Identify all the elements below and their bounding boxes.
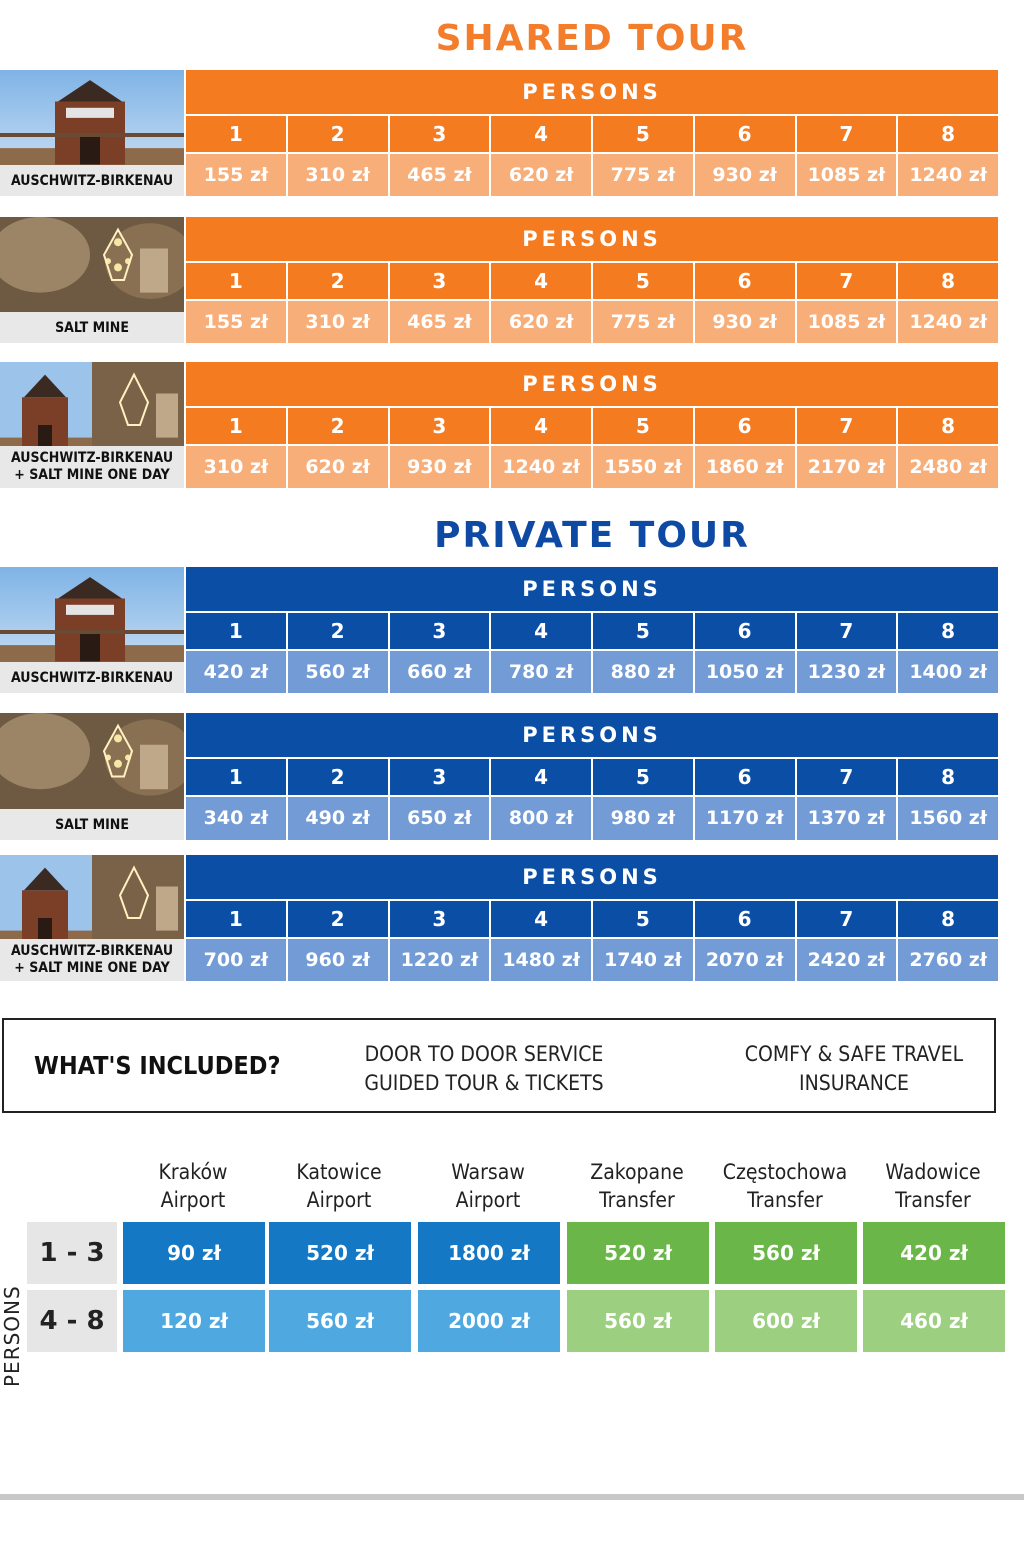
persons-count-cell: 7 bbox=[795, 408, 897, 444]
price-cell: 1560 zł bbox=[896, 797, 998, 840]
price-cell: 560 zł bbox=[286, 651, 388, 693]
persons-count-cell: 8 bbox=[896, 759, 998, 795]
price-cell: 1860 zł bbox=[693, 446, 795, 488]
tour-name bbox=[0, 446, 184, 488]
price-cell: 1170 zł bbox=[693, 797, 795, 840]
price-cell: 155 zł bbox=[203, 311, 269, 333]
persons-count-cell: 4 bbox=[489, 116, 591, 152]
auschwitz-gate-photo bbox=[0, 70, 184, 196]
persons-count-cell: 1 bbox=[228, 907, 243, 931]
persons-count-cell: 4 bbox=[489, 263, 591, 299]
price-table bbox=[186, 713, 998, 840]
transfer-destination-header bbox=[418, 1158, 558, 1214]
persons-count-cell: 7 bbox=[795, 901, 897, 937]
combined-photo bbox=[0, 855, 184, 981]
price-row bbox=[186, 446, 998, 488]
private-tour-2 bbox=[0, 713, 1000, 840]
combined-photo bbox=[0, 362, 184, 488]
transfer-price-cell: 560 zł bbox=[567, 1290, 709, 1352]
persons-count-cell: 1 bbox=[228, 122, 243, 146]
price-cell: 930 zł bbox=[693, 154, 795, 196]
persons-count-cell: 3 bbox=[388, 759, 490, 795]
price-cell: 775 zł bbox=[591, 154, 693, 196]
transfer-price-cell: 420 zł bbox=[863, 1222, 1005, 1284]
private-tour-1 bbox=[0, 567, 1000, 693]
persons-count-cell: 5 bbox=[591, 901, 693, 937]
price-row bbox=[186, 797, 998, 840]
persons-count-cell: 2 bbox=[286, 759, 388, 795]
persons-count-cell: 5 bbox=[591, 408, 693, 444]
persons-number-row bbox=[186, 408, 998, 444]
transfer-destination-header bbox=[269, 1158, 409, 1214]
price-cell: 490 zł bbox=[286, 797, 388, 840]
price-table bbox=[186, 855, 998, 981]
included-column-2 bbox=[704, 1040, 1004, 1098]
persons-count-cell: 5 bbox=[591, 613, 693, 649]
persons-number-row bbox=[186, 263, 998, 299]
persons-count-cell: 2 bbox=[286, 613, 388, 649]
price-cell: 930 zł bbox=[693, 301, 795, 343]
persons-count-cell: 8 bbox=[896, 263, 998, 299]
transfer-price-cell: 520 zł bbox=[567, 1222, 709, 1284]
destination-type: Airport bbox=[160, 1188, 226, 1212]
persons-count-cell: 3 bbox=[388, 116, 490, 152]
price-cell: 310 zł bbox=[203, 456, 269, 478]
price-cell: 1085 zł bbox=[795, 301, 897, 343]
tour-name bbox=[0, 662, 184, 693]
persons-count-cell: 4 bbox=[489, 408, 591, 444]
bottom-divider bbox=[0, 1494, 1024, 1500]
whats-included-box bbox=[2, 1018, 996, 1113]
price-cell: 1220 zł bbox=[388, 939, 490, 981]
price-table bbox=[186, 567, 998, 693]
tour-name-line: SALT MINE bbox=[55, 817, 129, 833]
price-cell: 880 zł bbox=[591, 651, 693, 693]
tour-name bbox=[0, 939, 184, 981]
tour-name bbox=[0, 809, 184, 840]
destination-name: Katowice bbox=[296, 1160, 382, 1184]
price-table bbox=[186, 362, 998, 488]
price-cell: 660 zł bbox=[388, 651, 490, 693]
tour-name bbox=[0, 165, 184, 196]
persons-count-cell: 6 bbox=[693, 408, 795, 444]
tour-name-line: AUSCHWITZ-BIRKENAU bbox=[10, 173, 174, 189]
included-item: DOOR TO DOOR SERVICE bbox=[364, 1042, 604, 1066]
price-cell: 1050 zł bbox=[693, 651, 795, 693]
tour-name bbox=[0, 312, 184, 343]
price-cell: 2070 zł bbox=[693, 939, 795, 981]
persons-count-cell: 3 bbox=[388, 408, 490, 444]
persons-count-cell: 2 bbox=[286, 408, 388, 444]
persons-count-cell: 7 bbox=[795, 613, 897, 649]
persons-header: PERSONS bbox=[186, 362, 998, 406]
price-row bbox=[186, 939, 998, 981]
price-cell: 620 zł bbox=[489, 154, 591, 196]
persons-number-row bbox=[186, 901, 998, 937]
shared-tour-3 bbox=[0, 362, 1000, 488]
persons-number-row bbox=[186, 759, 998, 795]
price-cell: 310 zł bbox=[286, 154, 388, 196]
price-cell: 310 zł bbox=[286, 301, 388, 343]
included-item: INSURANCE bbox=[799, 1071, 909, 1095]
price-cell: 1240 zł bbox=[896, 301, 998, 343]
price-row bbox=[186, 651, 998, 693]
price-cell: 980 zł bbox=[591, 797, 693, 840]
destination-name: Wadowice bbox=[885, 1160, 981, 1184]
price-cell: 1085 zł bbox=[795, 154, 897, 196]
persons-header: PERSONS bbox=[186, 217, 998, 261]
persons-count-cell: 2 bbox=[286, 263, 388, 299]
persons-count-cell: 6 bbox=[693, 613, 795, 649]
transfer-price-cell: 1800 zł bbox=[418, 1222, 560, 1284]
persons-count-cell: 4 bbox=[489, 759, 591, 795]
persons-count-cell: 6 bbox=[693, 759, 795, 795]
price-cell: 1230 zł bbox=[795, 651, 897, 693]
persons-count-cell: 6 bbox=[693, 116, 795, 152]
persons-count-cell: 6 bbox=[693, 263, 795, 299]
private-tour-3 bbox=[0, 855, 1000, 981]
transfer-price-cell: 460 zł bbox=[863, 1290, 1005, 1352]
transfer-price-cell: 520 zł bbox=[269, 1222, 411, 1284]
price-cell: 620 zł bbox=[286, 446, 388, 488]
persons-number-row bbox=[186, 613, 998, 649]
persons-count-cell: 5 bbox=[591, 263, 693, 299]
price-cell: 800 zł bbox=[489, 797, 591, 840]
price-table bbox=[186, 217, 998, 343]
persons-count-cell: 3 bbox=[388, 263, 490, 299]
auschwitz-gate-photo bbox=[0, 567, 184, 693]
tour-name-line: AUSCHWITZ-BIRKENAU bbox=[10, 943, 174, 959]
persons-count-cell: 5 bbox=[591, 116, 693, 152]
transfer-price-cell: 2000 zł bbox=[418, 1290, 560, 1352]
included-item: GUIDED TOUR & TICKETS bbox=[364, 1071, 604, 1095]
shared-tour-title: SHARED TOUR bbox=[435, 18, 749, 59]
persons-header: PERSONS bbox=[186, 567, 998, 611]
included-column-1 bbox=[334, 1040, 634, 1098]
persons-range-label: 4 - 8 bbox=[27, 1290, 117, 1352]
price-cell: 1740 zł bbox=[591, 939, 693, 981]
price-cell: 960 zł bbox=[286, 939, 388, 981]
price-cell: 1550 zł bbox=[591, 446, 693, 488]
private-tour-title: PRIVATE TOUR bbox=[434, 515, 750, 556]
destination-name: Kraków bbox=[158, 1160, 228, 1184]
destination-type: Airport bbox=[306, 1188, 372, 1212]
whats-included-title: WHAT'S INCLUDED? bbox=[34, 1051, 281, 1080]
price-cell: 465 zł bbox=[388, 301, 490, 343]
persons-header: PERSONS bbox=[186, 855, 998, 899]
persons-count-cell: 8 bbox=[896, 116, 998, 152]
price-row bbox=[186, 301, 998, 343]
persons-count-cell: 1 bbox=[228, 269, 243, 293]
persons-count-cell: 8 bbox=[896, 613, 998, 649]
persons-count-cell: 3 bbox=[388, 613, 490, 649]
persons-count-cell: 1 bbox=[228, 765, 243, 789]
shared-tour-2 bbox=[0, 217, 1000, 343]
persons-count-cell: 7 bbox=[795, 116, 897, 152]
tour-name-line: + SALT MINE ONE DAY bbox=[14, 467, 170, 483]
persons-count-cell: 7 bbox=[795, 263, 897, 299]
transfer-destination-header bbox=[123, 1158, 263, 1214]
persons-count-cell: 4 bbox=[489, 901, 591, 937]
tour-name-line: + SALT MINE ONE DAY bbox=[14, 960, 170, 976]
transfer-persons-label: PERSONS bbox=[0, 1285, 24, 1387]
destination-type: Transfer bbox=[599, 1188, 675, 1212]
price-row bbox=[186, 154, 998, 196]
price-cell: 1370 zł bbox=[795, 797, 897, 840]
price-cell: 1240 zł bbox=[489, 446, 591, 488]
transfer-price-cell: 90 zł bbox=[123, 1222, 265, 1284]
destination-name: Warsaw bbox=[451, 1160, 525, 1184]
persons-count-cell: 8 bbox=[896, 408, 998, 444]
price-cell: 700 zł bbox=[203, 949, 269, 971]
persons-count-cell: 7 bbox=[795, 759, 897, 795]
price-table bbox=[186, 70, 998, 196]
price-cell: 1240 zł bbox=[896, 154, 998, 196]
price-cell: 775 zł bbox=[591, 301, 693, 343]
persons-count-cell: 1 bbox=[228, 619, 243, 643]
persons-count-cell: 2 bbox=[286, 116, 388, 152]
transfer-destination-header bbox=[715, 1158, 855, 1214]
price-cell: 780 zł bbox=[489, 651, 591, 693]
price-cell: 2170 zł bbox=[795, 446, 897, 488]
transfer-price-cell: 600 zł bbox=[715, 1290, 857, 1352]
destination-type: Transfer bbox=[747, 1188, 823, 1212]
persons-count-cell: 4 bbox=[489, 613, 591, 649]
persons-count-cell: 2 bbox=[286, 901, 388, 937]
price-cell: 1480 zł bbox=[489, 939, 591, 981]
price-cell: 465 zł bbox=[388, 154, 490, 196]
price-cell: 2420 zł bbox=[795, 939, 897, 981]
destination-type: Transfer bbox=[895, 1188, 971, 1212]
price-cell: 930 zł bbox=[388, 446, 490, 488]
persons-count-cell: 6 bbox=[693, 901, 795, 937]
persons-header: PERSONS bbox=[186, 70, 998, 114]
destination-name: Zakopane bbox=[590, 1160, 684, 1184]
price-cell: 1400 zł bbox=[896, 651, 998, 693]
price-cell: 2760 zł bbox=[896, 939, 998, 981]
tour-name-line: SALT MINE bbox=[55, 320, 129, 336]
tour-name-line: AUSCHWITZ-BIRKENAU bbox=[10, 450, 174, 466]
price-cell: 2480 zł bbox=[896, 446, 998, 488]
transfer-price-cell: 560 zł bbox=[269, 1290, 411, 1352]
price-cell: 620 zł bbox=[489, 301, 591, 343]
persons-count-cell: 8 bbox=[896, 901, 998, 937]
transfer-price-table bbox=[0, 1150, 1010, 1387]
tour-name-line: AUSCHWITZ-BIRKENAU bbox=[10, 670, 174, 686]
persons-header: PERSONS bbox=[186, 713, 998, 757]
shared-tour-1 bbox=[0, 70, 1000, 196]
destination-name: Częstochowa bbox=[722, 1160, 848, 1184]
salt-mine-chapel-photo bbox=[0, 217, 184, 343]
price-cell: 340 zł bbox=[203, 807, 269, 829]
destination-type: Airport bbox=[455, 1188, 521, 1212]
price-cell: 650 zł bbox=[388, 797, 490, 840]
transfer-price-cell: 120 zł bbox=[123, 1290, 265, 1352]
persons-count-cell: 1 bbox=[228, 414, 243, 438]
transfer-price-cell: 560 zł bbox=[715, 1222, 857, 1284]
transfer-destination-header bbox=[863, 1158, 1003, 1214]
transfer-destination-header bbox=[567, 1158, 707, 1214]
persons-count-cell: 5 bbox=[591, 759, 693, 795]
persons-count-cell: 3 bbox=[388, 901, 490, 937]
persons-number-row bbox=[186, 116, 998, 152]
salt-mine-chapel-photo bbox=[0, 713, 184, 840]
price-cell: 420 zł bbox=[203, 661, 269, 683]
price-cell: 155 zł bbox=[203, 164, 269, 186]
persons-range-label: 1 - 3 bbox=[27, 1222, 117, 1284]
included-item: COMFY & SAFE TRAVEL bbox=[744, 1042, 964, 1066]
